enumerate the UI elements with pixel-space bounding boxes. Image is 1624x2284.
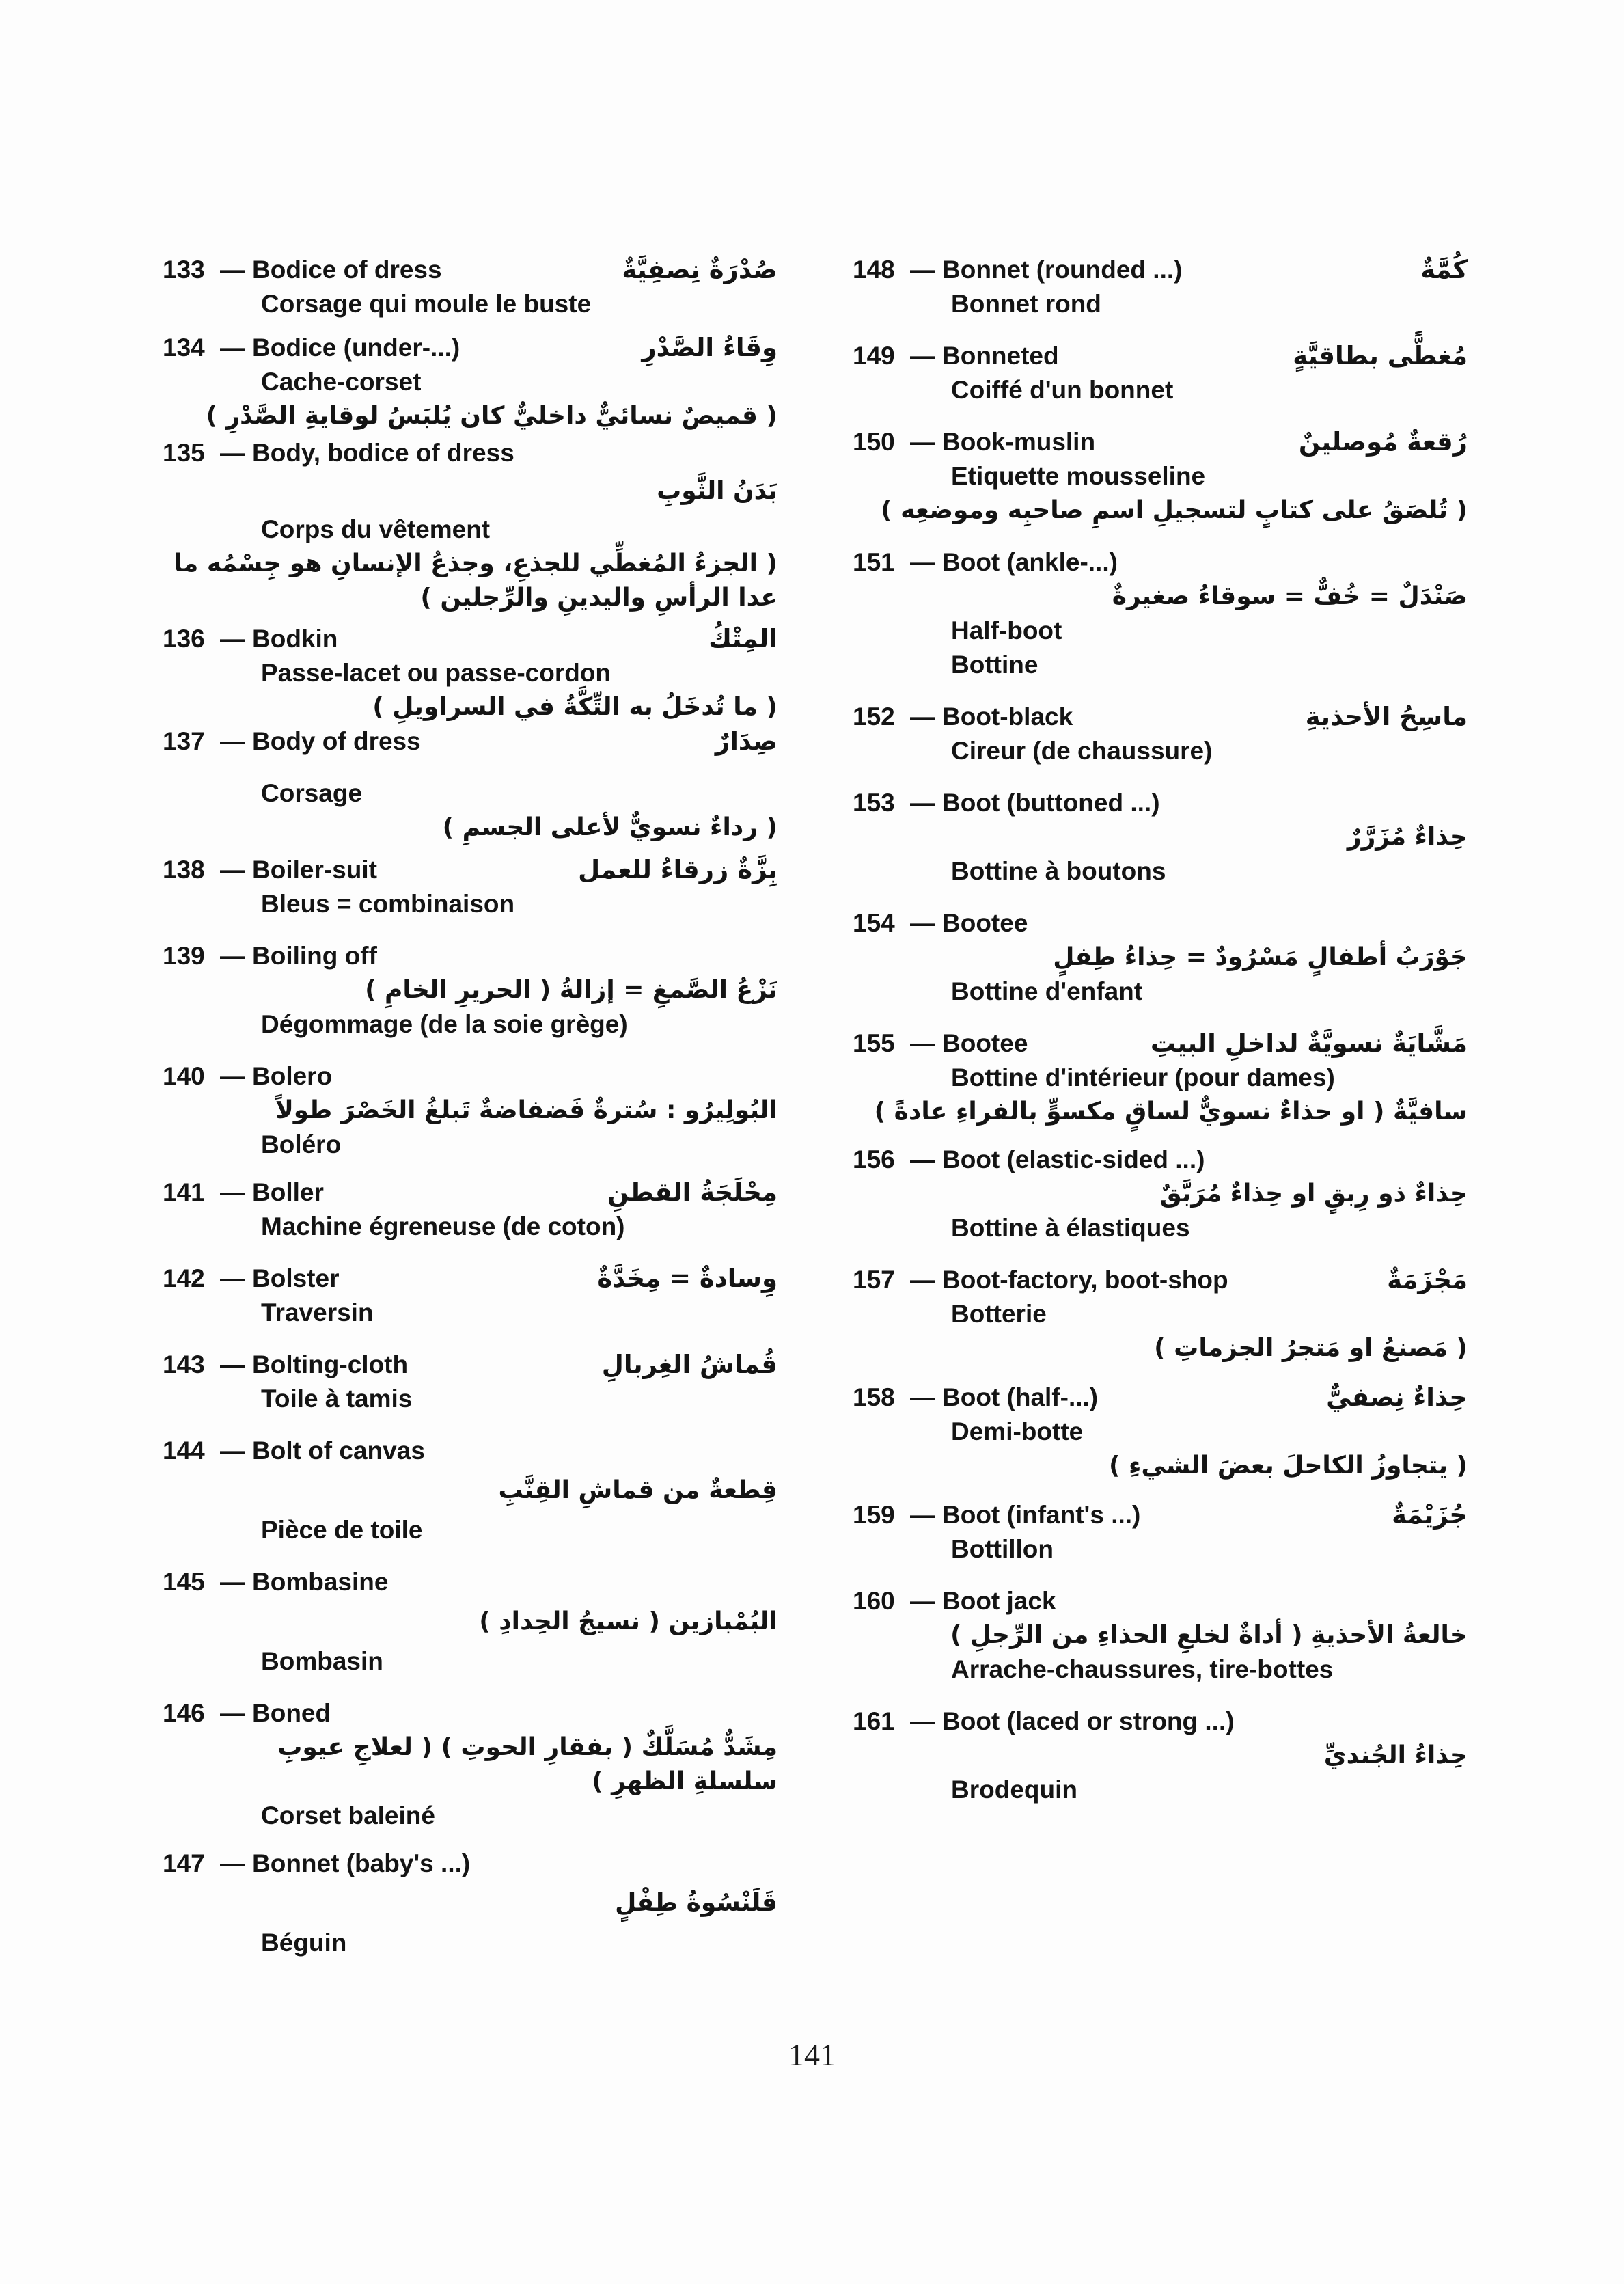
entry-english: Bolting-cloth <box>252 1350 409 1378</box>
entry-number: 146 <box>163 1699 205 1727</box>
entry-156: 156 — Boot (elastic-sided ...) حِذاءٌ ذو رِبقٍ او حِذاءٌ مُرَبَّقٌ Bottine à élastiques <box>853 1143 1468 1245</box>
entry-arabic-note: خالعةُ الأحذيةِ ( أداةٌ لخلعِ الحذاءِ من الرِّجلِ ) <box>950 1621 1468 1649</box>
entry-arabic: ماسِحُ الأحذيةِ <box>1305 702 1468 731</box>
entry-number: 149 <box>853 342 895 370</box>
entry-arabic: حِذاءٌ نِصفيٌّ <box>1326 1383 1468 1412</box>
entry-155: 155 — Bootee مَشَّايَةٌ نسويَّةٌ لداخلِ البيتِ Bottine d'intérieur (pour dames) سافيَّةٌ ( او حذاءٌ نسويٌّ لساقٍ مكسوٍّ بالفراءِ عادةً ) <box>853 1027 1468 1129</box>
entry-147: 147 — Bonnet (baby's ...) قَلَنْسُوةُ طِفْلٍ Béguin <box>163 1847 777 1960</box>
entry-english: Boot jack <box>942 1587 1056 1615</box>
entry-english: Boiling off <box>252 942 377 970</box>
entry-number: 147 <box>163 1849 205 1877</box>
entry-number: 143 <box>163 1350 205 1378</box>
entry-arabic: بِزَّةٌ زرقاءُ للعمل <box>578 855 777 884</box>
entry-french: Bleus = combinaison <box>261 890 515 918</box>
entry-french: Cireur (de chaussure) <box>951 737 1213 765</box>
entry-136: 136 — Bodkin المِتْكُ Passe-lacet ou passe-cordon ( ما تُدخَلُ به التِّكَّةُ في السراويلِ ) <box>163 622 777 724</box>
entry-arabic-note: ( تُلصَقُ على كتابٍ لتسجيلِ اسمِ صاحبِه وموضعِه ) <box>881 496 1468 524</box>
entry-159: 159 — Boot (infant's ...) جُزَيْمَةٌ Bottillon <box>853 1498 1468 1566</box>
entry-arabic: صِدَارٌ <box>715 726 777 756</box>
entry-158: 158 — Boot (half-...) حِذاءٌ نِصفيٌّ Demi-botte ( يتجاوزُ الكاحلَ بعضَ الشيءِ ) <box>853 1381 1468 1483</box>
entry-english: Bodice (under-...) <box>252 334 460 362</box>
entry-number: 139 <box>163 942 205 970</box>
entry-english: Bonneted <box>942 342 1059 370</box>
entry-number: 156 <box>853 1145 895 1173</box>
entry-french: Passe-lacet ou passe-cordon <box>261 659 611 687</box>
entry-english: Boot (elastic-sided ...) <box>942 1145 1205 1173</box>
entry-english: Bolt of canvas <box>252 1437 425 1465</box>
entry-arabic: جُزَيْمَةٌ <box>1392 1500 1468 1530</box>
entry-english: Body of dress <box>252 727 421 755</box>
entry-number: 159 <box>853 1501 895 1529</box>
right-column <box>853 253 1468 1807</box>
entry-number: 157 <box>853 1266 895 1294</box>
entry-arabic-note: حِذاءٌ ذو رِبقٍ او حِذاءٌ مُرَبَّقٌ <box>1159 1180 1468 1208</box>
entry-french: Half-boot <box>951 616 1062 644</box>
entry-139: 139 — Boiling off نَزْعُ الصَّمغِ = إزالةُ ( الحريرِ الخامِ ) Dégommage (de la soie grège) <box>163 939 777 1042</box>
entry-french: Pièce de toile <box>261 1516 423 1544</box>
entry-english: Bombasine <box>252 1568 389 1596</box>
entry-arabic: رُقعةٌ مُوصلينٌ <box>1298 427 1468 457</box>
entry-153: 153 — Boot (buttoned ...) حِذاءٌ مُزَرَّرٌ Bottine à boutons <box>853 786 1468 888</box>
entry-134: 134 — Bodice (under-...) وِقَاءُ الصَّدْرِ Cache-corset ( قميصٌ نسائيٌّ داخليٌّ كان يُلبَسُ لوقايةِ الصَّدْرِ ) <box>163 331 777 433</box>
entry-143: 143 — Bolting-cloth قُماشُ الغِربالِ Toile à tamis <box>163 1348 777 1416</box>
entry-french: Machine égreneuse (de coton) <box>261 1212 625 1240</box>
entry-number: 155 <box>853 1029 895 1057</box>
entry-arabic-note: مِشَدٌّ مُسَلَّكٌ ( بفقارِ الحوتِ ) ( لعلاجِ عيوبِ سلسلةِ الظهرِ ) <box>277 1733 777 1795</box>
entry-french: Bombasin <box>261 1647 383 1675</box>
entry-french: Corset baleiné <box>261 1802 435 1830</box>
entry-french-alt: Bottine <box>951 651 1038 679</box>
entry-french: Demi-botte <box>951 1417 1084 1445</box>
entry-arabic-note: سافيَّةٌ ( او حذاءٌ نسويٌّ لساقٍ مكسوٍّ بالفراءِ عادةً ) <box>874 1098 1468 1126</box>
entry-142: 142 — Bolster وِسادةٌ = مِخَدَّةٌ Traversin <box>163 1262 777 1330</box>
entry-arabic: مَشَّايَةٌ نسويَّةٌ لداخلِ البيتِ <box>1150 1029 1468 1058</box>
entry-arabic-note: ( رداءٌ نسويٌّ لأعلى الجسمِ ) <box>442 813 777 841</box>
entry-157: 157 — Boot-factory, boot-shop مَجْزَمَةٌ Botterie ( مَصنعُ او مَتجرُ الجزماتِ ) <box>853 1263 1468 1365</box>
entry-french: Boléro <box>261 1130 342 1158</box>
entry-french: Dégommage (de la soie grège) <box>261 1010 628 1038</box>
entry-french: Traversin <box>261 1299 374 1327</box>
entry-number: 136 <box>163 625 205 653</box>
entry-arabic: قُماشُ الغِربالِ <box>601 1350 777 1379</box>
entry-152: 152 — Boot-black ماسِحُ الأحذيةِ Cireur (de chaussure) <box>853 700 1468 768</box>
entry-number: 151 <box>853 548 895 576</box>
entry-number: 141 <box>163 1178 205 1206</box>
entry-english: Bodice of dress <box>252 256 442 284</box>
entry-arabic-note: قِطعةٌ من قماشِ القِنَّبِ <box>498 1476 777 1504</box>
entry-english: Boot (half-...) <box>942 1383 1099 1411</box>
entry-arabic-note: البُمْبازين ( نسيجُ الحِدادِ ) <box>479 1607 777 1635</box>
entry-number: 145 <box>163 1568 205 1596</box>
entry-french: Brodequin <box>951 1776 1077 1804</box>
entry-149: 149 — Bonneted مُغطًّى بطاقيَّةٍ Coiffé d'un bonnet <box>853 339 1468 407</box>
entry-number: 161 <box>853 1707 895 1735</box>
entry-english: Bonnet (rounded ...) <box>942 256 1183 284</box>
entry-english: Boot-factory, boot-shop <box>942 1266 1228 1294</box>
entry-135: 135 — Body, bodice of dress بَدَنُ الثَّوبِ Corps du vêtement ( الجزءُ المُغطِّي للجذعِ، وجذعُ الإنسانِ هو جِسْمُه ما عدا الرأسِ واليدينِ والرِّجلين ) <box>163 436 777 615</box>
entry-number: 158 <box>853 1383 895 1411</box>
entry-french: Corsage <box>261 779 363 807</box>
entry-140: 140 — Bolero البُولِيرُو : سُترةٌ فَضفاضةٌ تَبلغُ الخَصْرَ طولاً Boléro <box>163 1059 777 1162</box>
entry-french: Botterie <box>951 1300 1047 1328</box>
entry-english: Bodkin <box>252 625 338 653</box>
entry-146: 146 — Boned مِشَدٌّ مُسَلَّكٌ ( بفقارِ الحوتِ ) ( لعلاجِ عيوبِ سلسلةِ الظهرِ ) Corset baleiné <box>163 1696 777 1833</box>
entry-arabic: مَجْزَمَةٌ <box>1387 1265 1468 1294</box>
entry-arabic-note: قَلَنْسُوةُ طِفْلٍ <box>615 1889 777 1917</box>
entry-french: Bonnet rond <box>951 290 1101 318</box>
entry-french: Coiffé d'un bonnet <box>951 376 1174 404</box>
entry-145: 145 — Bombasine البُمْبازين ( نسيجُ الحِدادِ ) Bombasin <box>163 1565 777 1678</box>
entry-english: Boot-black <box>942 703 1073 731</box>
entry-english: Boot (laced or strong ...) <box>942 1707 1235 1735</box>
entry-number: 138 <box>163 856 205 884</box>
entry-arabic: كُمَّةٌ <box>1420 255 1468 284</box>
entry-english: Bootee <box>942 1029 1028 1057</box>
entry-number: 153 <box>853 789 895 817</box>
entry-french: Cache-corset <box>261 368 422 396</box>
entry-french: Etiquette mousseline <box>951 462 1206 490</box>
entry-english: Boiler-suit <box>252 856 377 884</box>
entry-english: Body, bodice of dress <box>252 439 514 467</box>
entry-french: Bottine à boutons <box>951 857 1166 885</box>
entry-arabic-note: البُولِيرُو : سُترةٌ فَضفاضةٌ تَبلغُ الخَصْرَ طولاً <box>275 1096 777 1124</box>
entry-english: Boot (ankle-...) <box>942 548 1118 576</box>
entry-number: 144 <box>163 1437 205 1465</box>
entry-number: 148 <box>853 256 895 284</box>
entry-160: 160 — Boot jack خالعةُ الأحذيةِ ( أداةٌ لخلعِ الحذاءِ من الرِّجلِ ) Arrache-chaussures, tire-bottes <box>853 1584 1468 1687</box>
entry-148: 148 — Bonnet (rounded ...) كُمَّةٌ Bonnet rond <box>853 253 1468 321</box>
entry-number: 152 <box>853 703 895 731</box>
entry-number: 160 <box>853 1587 895 1615</box>
entry-144: 144 — Bolt of canvas قِطعةٌ من قماشِ القِنَّبِ Pièce de toile <box>163 1434 777 1547</box>
entry-english: Bonnet (baby's ...) <box>252 1849 471 1877</box>
entry-english: Boller <box>252 1178 324 1206</box>
entry-number: 133 <box>163 256 205 284</box>
entry-arabic-note: نَزْعُ الصَّمغِ = إزالةُ ( الحريرِ الخامِ ) <box>365 976 777 1004</box>
entry-arabic-note: ( قميصٌ نسائيٌّ داخليٌّ كان يُلبَسُ لوقايةِ الصَّدْرِ ) <box>206 402 777 430</box>
entry-133: 133 — Bodice of dress صُدْرَةٌ نِصفِيَّةٌ Corsage qui moule le buste <box>163 253 777 321</box>
entry-number: 154 <box>853 909 895 937</box>
entry-english: Boot (buttoned ...) <box>942 789 1160 817</box>
page-number: 141 <box>788 2037 836 2072</box>
entry-english: Bolster <box>252 1264 340 1292</box>
entry-arabic-note: حِذاءُ الجُنديِّ <box>1323 1741 1468 1769</box>
entry-french: Toile à tamis <box>261 1385 413 1413</box>
entry-french: Béguin <box>261 1929 347 1957</box>
entry-number: 140 <box>163 1062 205 1090</box>
entry-154: 154 — Bootee جَوْرَبُ أطفالٍ مَسْرُودٌ = حِذاءُ طِفلٍ Bottine d'enfant <box>853 906 1468 1009</box>
entry-141: 141 — Boller مِحْلَجَةُ القطنِ Machine égreneuse (de coton) <box>163 1175 777 1244</box>
entry-150: 150 — Book-muslin رُقعةٌ مُوصلينٌ Etiquette mousseline ( تُلصَقُ على كتابٍ لتسجيلِ اسمِ صاحبِه وموضعِه ) <box>853 425 1468 528</box>
entry-161: 161 — Boot (laced or strong ...) حِذاءُ الجُنديِّ Brodequin <box>853 1704 1468 1807</box>
entry-english: Bolero <box>252 1062 333 1090</box>
entry-number: 137 <box>163 727 205 755</box>
entry-arabic-note: ( الجزءُ المُغطِّي للجذعِ، وجذعُ الإنسانِ هو جِسْمُه ما عدا الرأسِ واليدينِ والرِّجلين ) <box>174 549 777 612</box>
entry-number: 142 <box>163 1264 205 1292</box>
entry-english: Boned <box>252 1699 331 1727</box>
entry-french: Bottine d'enfant <box>951 977 1143 1005</box>
entry-french: Corps du vêtement <box>261 515 491 543</box>
entry-english: Boot (infant's ...) <box>942 1501 1141 1529</box>
entry-arabic: وِقَاءُ الصَّدْرِ <box>642 333 777 362</box>
entry-arabic-note: حِذاءٌ مُزَرَّرٌ <box>1347 823 1468 851</box>
entry-arabic-note: جَوْرَبُ أطفالٍ مَسْرُودٌ = حِذاءُ طِفلٍ <box>1053 943 1468 971</box>
entry-french: Bottine à élastiques <box>951 1214 1190 1242</box>
entry-arabic: مُغطًّى بطاقيَّةٍ <box>1293 341 1468 370</box>
entry-arabic: المِتْكُ <box>708 624 777 653</box>
entry-arabic: صُدْرَةٌ نِصفِيَّةٌ <box>622 255 777 284</box>
left-column <box>163 253 777 1960</box>
entry-number: 150 <box>853 428 895 456</box>
entry-english: Book-muslin <box>942 428 1096 456</box>
entry-138: 138 — Boiler-suit بِزَّةٌ زرقاءُ للعمل Bleus = combinaison <box>163 853 777 921</box>
entry-arabic: مِحْلَجَةُ القطنِ <box>607 1178 777 1207</box>
entry-french: Corsage qui moule le buste <box>261 290 592 318</box>
entry-arabic: وِسادةٌ = مِخَدَّةٌ <box>597 1264 777 1293</box>
entry-arabic-note: ( مَصنعُ او مَتجرُ الجزماتِ ) <box>1154 1334 1468 1362</box>
entry-arabic-note: ( يتجاوزُ الكاحلَ بعضَ الشيءِ ) <box>1108 1452 1468 1480</box>
entry-151: 151 — Boot (ankle-...) صَنْدَلٌ = خُفٌّ = سوقاءُ صغيرةٌ Half-boot Bottine <box>853 545 1468 682</box>
entry-number: 135 <box>163 439 205 467</box>
entry-french: Bottillon <box>951 1535 1054 1563</box>
entry-english: Bootee <box>942 909 1028 937</box>
entry-arabic-note: ( ما تُدخَلُ به التِّكَّةُ في السراويلِ ) <box>372 693 777 721</box>
entry-arabic-note: صَنْدَلٌ = خُفٌّ = سوقاءُ صغيرةٌ <box>1112 582 1468 610</box>
entry-french: Arrache-chaussures, tire-bottes <box>951 1655 1334 1683</box>
entry-arabic: بَدَنُ الثَّوبِ <box>657 477 777 505</box>
entry-number: 134 <box>163 334 205 362</box>
entry-137: 137 — Body of dress صِدَارٌ Corsage ( رداءٌ نسويٌّ لأعلى الجسمِ ) <box>163 724 777 845</box>
entry-french: Bottine d'intérieur (pour dames) <box>951 1063 1335 1091</box>
